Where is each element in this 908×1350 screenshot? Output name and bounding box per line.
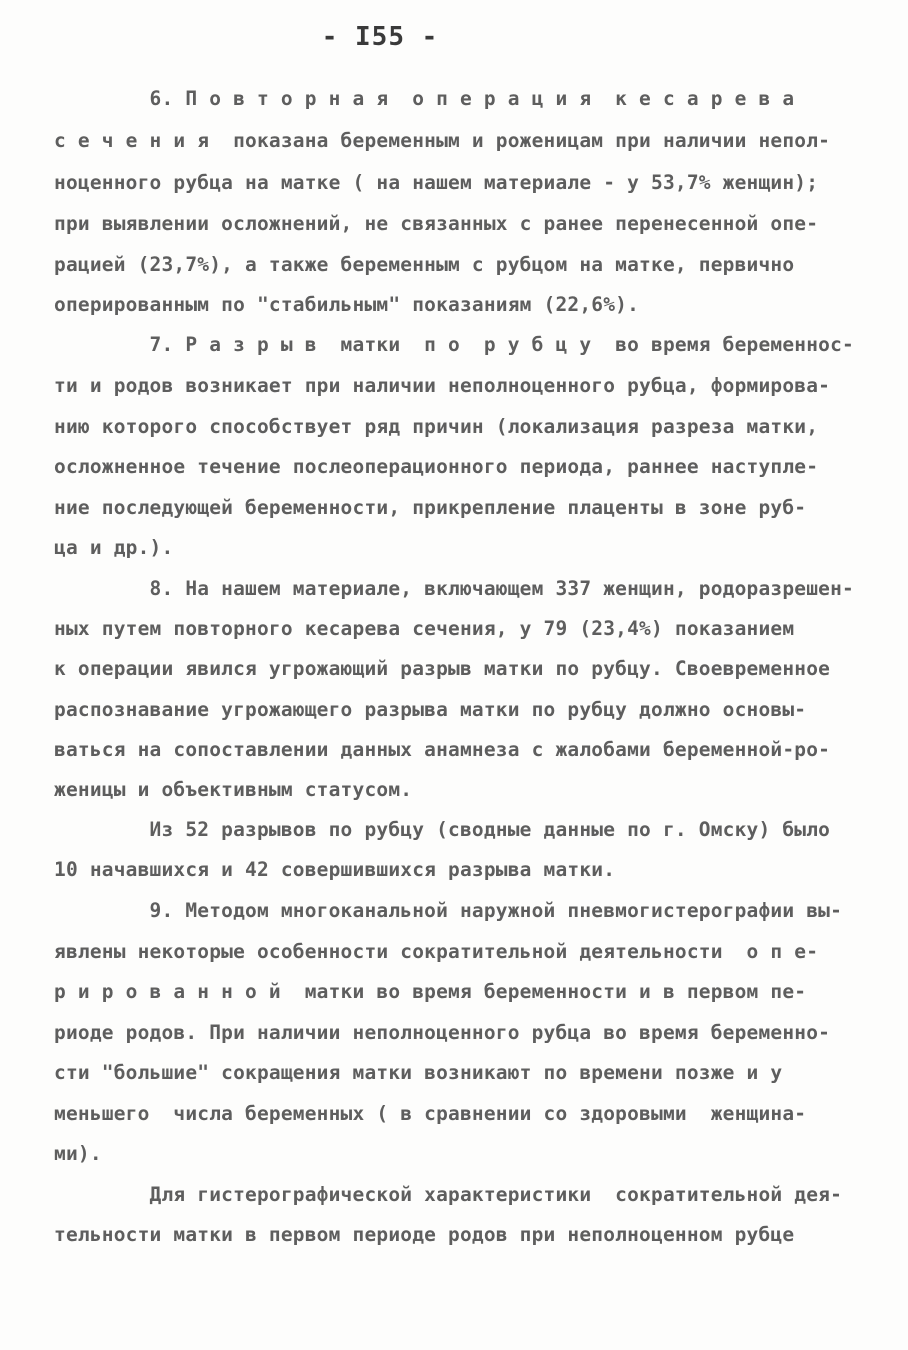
text-line: ца и др.). xyxy=(54,536,174,559)
text-line: сти "большие" сокращения матки возникают по времени позже и у xyxy=(54,1061,783,1084)
text-line: тельности матки в первом периоде родов при неполноценном рубце xyxy=(54,1223,795,1246)
text-line: меньшего числа беременных ( в сравнении со здоровыми женщина- xyxy=(54,1102,807,1125)
text-line: к операции явился угрожающий разрыв матки по рубцу. Своевременное xyxy=(54,657,831,680)
text-line: 9. Методом многоканальной наружной пневмогистерографии вы- xyxy=(54,899,843,922)
text-line: осложненное течение послеоперационного периода, раннее наступле- xyxy=(54,455,819,478)
text-line: ти и родов возникает при наличии неполноценного рубца, формирова- xyxy=(54,374,831,397)
text-line: Из 52 разрывов по рубцу (сводные данные по г. Омску) было xyxy=(54,818,831,841)
text-line: р и р о в а н н о й матки во время беременности и в первом пе- xyxy=(54,980,807,1003)
text-line: риоде родов. При наличии неполноценного рубца во время беременно- xyxy=(54,1021,831,1044)
text-line: ние последующей беременности, прикрепление плаценты в зоне руб- xyxy=(54,496,807,519)
text-line: с е ч е н и я показана беременным и роженицам при наличии непол- xyxy=(54,129,831,152)
text-line: нию которого способствует ряд причин (локализация разреза матки, xyxy=(54,415,819,438)
text-line: женицы и объективным статусом. xyxy=(54,778,413,801)
text-line: Для гистерографической характеристики сократительной дея- xyxy=(54,1183,843,1206)
text-line: ми). xyxy=(54,1142,102,1165)
text-line: ных путем повторного кесарева сечения, у 79 (23,4%) показанием xyxy=(54,617,795,640)
text-line: явлены некоторые особенности сократительной деятельности о п е- xyxy=(54,940,819,963)
text-line: ваться на сопоставлении данных анамнеза с жалобами беременной-ро- xyxy=(54,738,831,761)
text-line: при выявлении осложнений, не связанных с ранее перенесенной опе- xyxy=(54,212,819,235)
text-line: 10 начавшихся и 42 совершившихся разрыва матки. xyxy=(54,858,616,881)
text-line: 6. П о в т о р н а я о п е р а ц и я к е с а р е в а xyxy=(54,87,795,110)
text-line: 8. На нашем материале, включающем 337 женщин, родоразрешен- xyxy=(54,577,854,600)
text-line: оперированным по "стабильным" показаниям (22,6%). xyxy=(54,293,640,316)
text-line: распознавание угрожающего разрыва матки по рубцу должно основы- xyxy=(54,698,807,721)
text-line: рацией (23,7%), а также беременным с рубцом на матке, первично xyxy=(54,253,795,276)
text-line: ноценного рубца на матке ( на нашем материале - у 53,7% женщин); xyxy=(54,171,819,194)
text-line: 7. Р а з р ы в матки п о р у б ц у во время беременнос- xyxy=(54,333,854,356)
page-number: - I55 - xyxy=(321,22,439,52)
